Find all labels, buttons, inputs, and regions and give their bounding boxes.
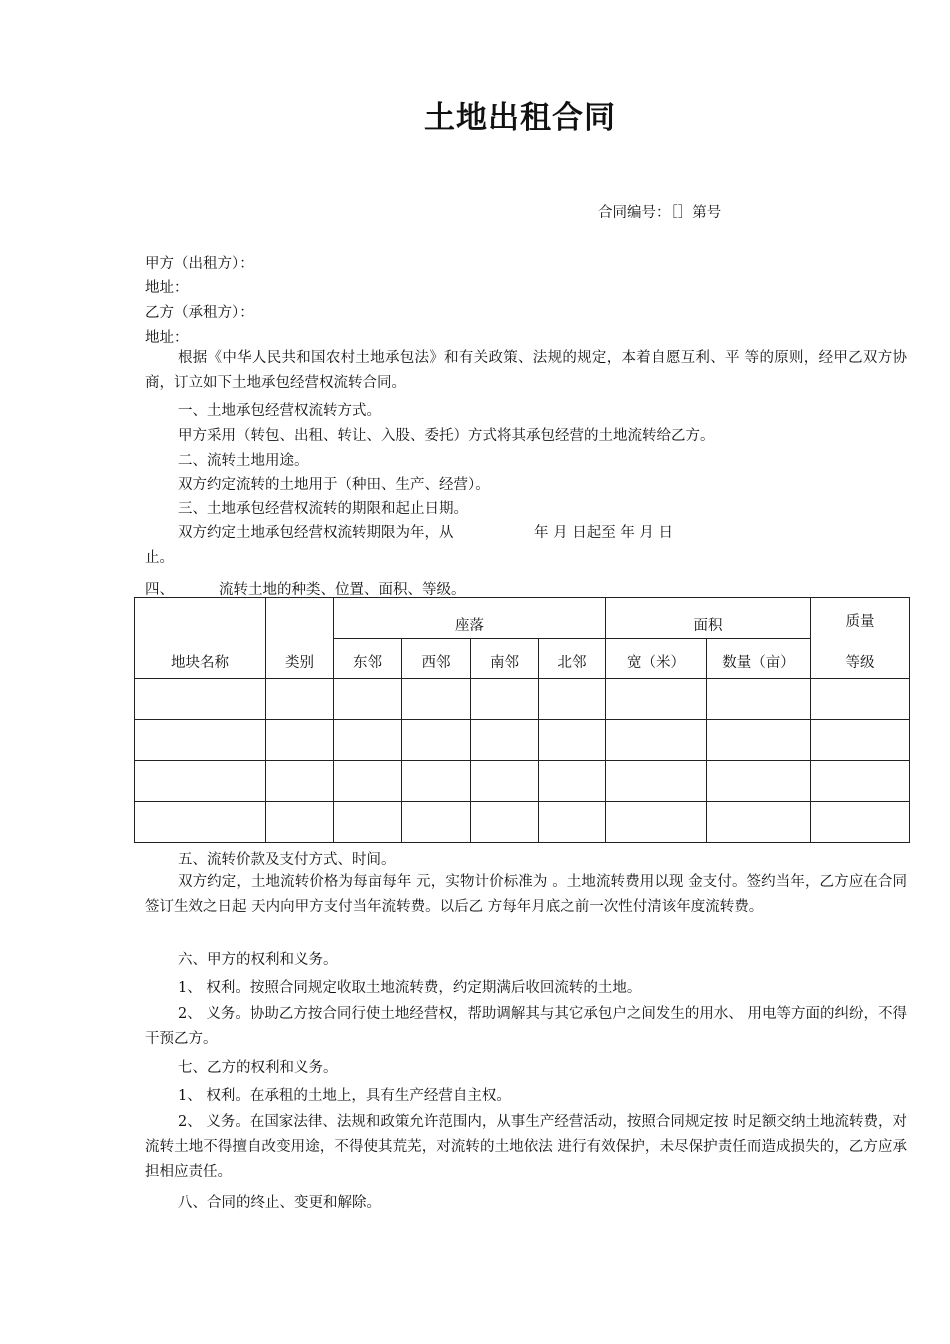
section-1-title: 一、土地承包经营权流转方式。 (178, 403, 381, 419)
table-cell (402, 802, 471, 843)
table-cell (606, 761, 707, 802)
section-1-text: 甲方采用（转包、出租、转让、入股、委托）方式将其承包经营的土地流转给乙方。 (178, 428, 715, 444)
header-location-group: 座落 (334, 598, 606, 639)
table-cell (606, 679, 707, 720)
table-cell (539, 802, 606, 843)
table-cell (707, 679, 811, 720)
preamble-paragraph: 根据《中华人民共和国农村土地承包法》和有关政策、法规的规定，本着自愿互利、平 等的原则，经甲乙双方协商，订立如下土地承包经营权流转合同。 (145, 350, 907, 391)
contract-number: 合同编号：［］第号 (598, 205, 722, 221)
section-5-title: 五、流转价款及支付方式、时间。 (178, 852, 396, 868)
table-cell (334, 679, 402, 720)
section-7-duties: 2、 义务。在国家法律、法规和政策允许范围内，从事生产经营活动，按照合同规定按 时足额交纳土地流转费，对流转土地不得擅自改变用途，不得使其荒芜，对流转的土地依法 进行有效保护，未尽保护责任而造成损失的，乙方应承担相应责任。 (145, 1114, 907, 1180)
table-cell (539, 679, 606, 720)
header-area-group: 面积 (606, 598, 811, 639)
header-south: 南邻 (471, 639, 539, 679)
table-cell (334, 802, 402, 843)
header-quality-bottom: 等级 (845, 655, 875, 671)
header-east: 东邻 (334, 639, 402, 679)
section-3-date-range: 年 月 日起至 年 月 日 (534, 525, 674, 541)
party-a-address: 地址： (145, 280, 189, 296)
header-west: 西邻 (402, 639, 471, 679)
section-7-rights: 1、 权利。在承租的土地上，具有生产经营自主权。 (178, 1088, 511, 1104)
header-amount: 数量（亩） (707, 639, 811, 679)
header-category: 类别 (266, 598, 334, 679)
table-row (135, 720, 910, 761)
table-row (135, 761, 910, 802)
section-2-title: 二、流转土地用途。 (178, 453, 309, 469)
table-row (135, 679, 910, 720)
table-cell (334, 720, 402, 761)
section-2-text: 双方约定流转的土地用于（种田、生产、经营）。 (178, 477, 490, 493)
document-title: 土地出租合同 (424, 100, 616, 136)
header-quality (811, 598, 910, 679)
section-3-text-start: 双方约定土地承包经营权流转期限为年，从 (178, 525, 454, 541)
table-cell (471, 761, 539, 802)
table-cell (402, 761, 471, 802)
section-4-number: 四、 (145, 582, 174, 598)
header-plot-name: 地块名称 (135, 598, 266, 679)
table-cell (135, 802, 266, 843)
table-cell (811, 802, 910, 843)
table-cell (135, 761, 266, 802)
table-cell (471, 679, 539, 720)
section-4-title: 流转土地的种类、位置、面积、等级。 (219, 582, 466, 598)
party-b-address: 地址： (145, 330, 189, 346)
table-cell (266, 720, 334, 761)
table-cell (539, 720, 606, 761)
table-cell (135, 679, 266, 720)
table-cell (266, 679, 334, 720)
party-a-label: 甲方（出租方）： (145, 256, 254, 272)
section-8-title: 八、合同的终止、变更和解除。 (178, 1195, 381, 1211)
table-cell (811, 679, 910, 720)
table-cell (606, 720, 707, 761)
section-6-rights: 1、 权利。按照合同规定收取土地流转费，约定期满后收回流转的土地。 (178, 980, 642, 996)
table-cell (266, 802, 334, 843)
table-cell (811, 720, 910, 761)
header-north: 北邻 (539, 639, 606, 679)
table-cell (135, 720, 266, 761)
header-quality-top: 质量 (845, 614, 875, 630)
table-cell (334, 761, 402, 802)
section-3-text-end: 止。 (145, 550, 174, 566)
table-cell (402, 720, 471, 761)
table-cell (471, 720, 539, 761)
table-cell (606, 802, 707, 843)
table-row (135, 802, 910, 843)
section-5-text: 双方约定，土地流转价格为每亩每年 元，实物计价标准为 。土地流转费用以现 金支付。签约当年，乙方应在合同签订生效之日起 天内向甲方支付当年流转费。以后乙 方每年月底之前一次性付清该年度流转费。 (145, 874, 907, 915)
table-cell (707, 720, 811, 761)
section-4-heading (145, 578, 466, 599)
header-width: 宽（米） (606, 639, 707, 679)
table-cell (811, 761, 910, 802)
section-7-title: 七、乙方的权利和义务。 (178, 1060, 338, 1076)
section-3-title: 三、土地承包经营权流转的期限和起止日期。 (178, 501, 468, 517)
table-cell (471, 802, 539, 843)
land-info-table (134, 597, 910, 843)
table-cell (539, 761, 606, 802)
table-cell (402, 679, 471, 720)
section-6-duties: 2、 义务。协助乙方按合同行使土地经营权，帮助调解其与其它承包户之间发生的用水、 用电等方面的纠纷，不得干预乙方。 (145, 1006, 907, 1047)
table-cell (707, 802, 811, 843)
section-6-title: 六、甲方的权利和义务。 (178, 952, 338, 968)
party-b-label: 乙方（承租方）： (145, 305, 254, 321)
table-cell (266, 761, 334, 802)
table-cell (707, 761, 811, 802)
